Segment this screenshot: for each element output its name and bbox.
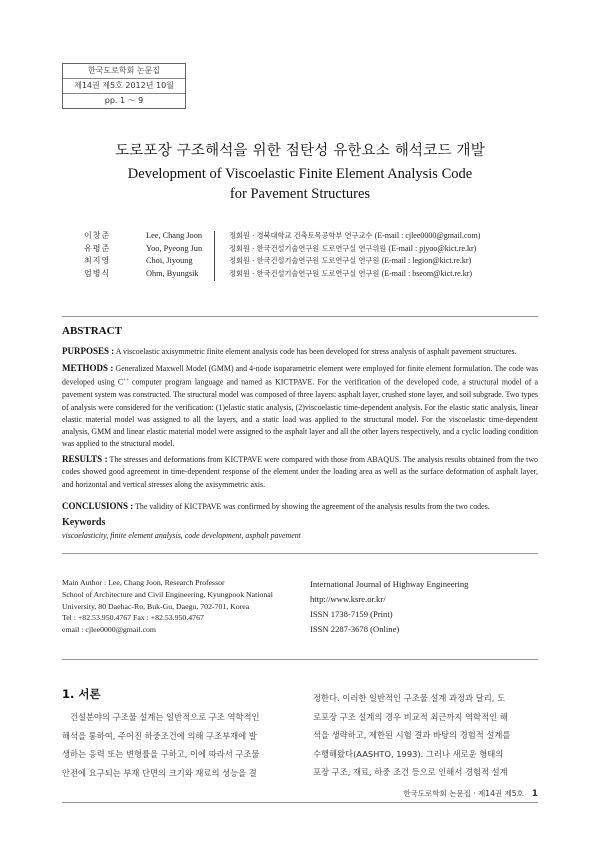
author-email: (E-mail : pjyoo@kict.re.kr) <box>388 243 477 253</box>
footer-journal: 한국도로학회 논문집 · 제14권 제5호 <box>403 789 524 798</box>
conclusions-label: CONCLUSIONS : <box>62 501 134 511</box>
author-row <box>84 255 544 268</box>
main-author-line: Tel : +82.53.950.4767 Fax : +82.53.950.4767 <box>62 613 204 623</box>
abstract-purposes <box>62 345 538 358</box>
abstract-heading: ABSTRACT <box>62 325 122 337</box>
methods-label: METHODS : <box>62 363 114 373</box>
purposes-label: PURPOSES : <box>62 346 115 356</box>
author-row <box>84 243 544 256</box>
title-english-line2: for Pavement Structures <box>229 186 371 202</box>
author-affiliation: 정회원 · 한국건설기술연구원 도로연구실 연구원 (E-mail : bseom@kict.re.kr) <box>229 268 473 278</box>
author-email: (E-mail : cjlee0000@gmail.com) <box>374 231 481 240</box>
author-affiliation: 정회원 · 한국건설기술연구원 도로연구실 연구위원 (E-mail : pjyoo@kict.re.kr) <box>229 243 477 253</box>
journal-pages: pp. 1 ～ 9 <box>63 93 185 108</box>
abstract-top-rule <box>62 316 538 317</box>
main-author-line: University, 80 Daehac-Ro, Buk-Gu, Daegu, 702-701, Korea <box>62 601 250 611</box>
page-footer <box>370 788 538 799</box>
purposes-text: A viscoelastic axisymmetric finite element analysis code has been developed for stress analysis of asphalt pavement structures. <box>114 347 517 356</box>
methods-text-b: computer program language and named as KICTPAVE. For the verification of the developed code, a structural model of a pavement system was constructed. The structural model was composed of three layers: asphalt layer, crushed stone layer, and soil subgrade. Two types of analysis were considered for the verification: (1)elastic static analysis, (2)viscoelastic time-dependent analysis. For the elastic static analysis, linear elastic material model was assigned to all the layers, and a static load was applied to the structural model. For the viscoelastic time-dependent analysis, GMM and linear elastic material model were assigned to the asphalt layer and all the other layers respectively, and a cyclic loading condition was applied to the structural model. <box>62 377 539 449</box>
results-label: RESULTS : <box>62 454 108 464</box>
conclusions-text: The validity of KICTPAVE was confirmed by showing the agreement of the analysis results from the two codes. <box>133 502 490 511</box>
issn-print: ISSN 1738-7159 (Print) <box>310 609 393 619</box>
author-name-en: Choi, Jiyoung <box>146 256 193 265</box>
author-row <box>84 268 544 281</box>
body-line: 수행해왔다(AASHTO, 1993). 그러나 새로운 형태의 <box>313 748 504 759</box>
journal-info-box <box>62 63 186 109</box>
abstract-methods <box>62 362 538 451</box>
author-list <box>84 230 544 280</box>
body-line: 석을 생략하고, 제한된 시험 결과 바탕의 경험적 설계를 <box>313 730 511 741</box>
journal-url: http://www.ksre.or.kr/ <box>310 594 386 604</box>
journal-publication-block <box>310 577 540 637</box>
author-name-en: Yoo, Pyeong Jun <box>146 243 203 253</box>
author-affiliation: 정회원 · 경북대학교 건축토목공학부 연구교수 (E-mail : cjlee0000@gmail.com) <box>229 231 481 240</box>
section-title: 1. 서론 <box>62 687 101 701</box>
author-name-ko: 이창준 <box>84 231 111 240</box>
body-line: 포장 구조, 재료, 하중 조건 등으로 인해서 경험적 설계 <box>313 767 508 778</box>
abstract-results <box>62 453 538 491</box>
methods-text-a: Generalized Maxwell Model (GMM) and 4-node isoparametric element were employed for finite element formulation. The code was developed using C <box>62 364 538 387</box>
methods-superscript: ++ <box>123 378 129 384</box>
body-column-left <box>62 708 284 782</box>
title-english-line1: Development of Viscoelastic Finite Element Analysis Code <box>127 166 473 182</box>
body-line: 로포장 구조 설계의 경우 비교적 최근까지 역학적인 해 <box>313 711 508 722</box>
body-line: 건설분야의 구조물 설계는 일반적으로 구조 역학적인 <box>70 712 260 722</box>
body-line: 해석을 통하여, 주어진 하중조건에 의해 구조부재에 발 <box>62 730 257 741</box>
author-email: (E-mail : bseom@kict.re.kr) <box>381 268 473 278</box>
results-text: The stresses and deformations from KICTPAVE were compared with those from ABAQUS. The analysis results obtained from the two codes showed good agreement in time-dependent response of the element under the loading area as well as the surface deformation of asphalt layer, and horizontal and vertical stresses along the axisymmetric axis. <box>62 455 538 489</box>
abstract-conclusions <box>62 500 538 513</box>
author-email: (E-mail : legion@kict.re.kr) <box>381 256 472 265</box>
body-line: 정한다. 이러한 일반적인 구조물 설계 과정과 달리, 도 <box>313 693 506 703</box>
journal-title: International Journal of Highway Engineering <box>310 579 469 589</box>
main-author-email: email : cjlee0000@gmail.com <box>62 625 157 635</box>
issn-online: ISSN 2287-3678 (Online) <box>310 624 400 634</box>
keywords-bottom-rule <box>62 553 538 554</box>
main-author-block <box>62 577 302 636</box>
journal-volume: 제14권 제5호 2012년 10월 <box>63 78 185 93</box>
body-line: 안전에 요구되는 부재 단면의 크기와 재료의 성능을 결 <box>62 767 257 778</box>
author-row <box>84 230 544 243</box>
main-author-line: School of Architecture and Civil Engineering, Kyungpook National <box>62 589 273 599</box>
author-affiliation: 정회원 · 한국건설기술연구원 도로연구실 연구원 (E-mail : legion@kict.re.kr) <box>229 256 472 265</box>
author-name-ko: 엄병식 <box>84 268 111 278</box>
author-name-en: Ohm, Byungsik <box>146 268 199 278</box>
page-number: 1 <box>531 789 538 799</box>
keywords-text: viscoelasticity, finite element analysis, code development, asphalt pavement <box>62 531 301 540</box>
body-column-right <box>313 689 538 782</box>
title-korean: 도로포장 구조해석을 위한 점탄성 유한요소 해석코드 개발 <box>115 143 485 159</box>
main-author-line: Main Author : Lee, Chang Joon, Research Professor <box>62 578 225 587</box>
keywords-heading: Keywords <box>62 517 106 528</box>
front-matter-bottom-rule <box>62 659 538 660</box>
author-name-ko: 최지영 <box>84 256 111 265</box>
journal-name: 한국도로학회 논문집 <box>87 66 161 75</box>
body-line: 생하는 응력 또는 변형률을 구하고, 이에 따라서 구조물 <box>62 749 260 760</box>
footer-rule <box>62 802 538 803</box>
author-name-ko: 유평준 <box>84 243 111 253</box>
author-name-en: Lee, Chang Joon <box>146 231 202 240</box>
